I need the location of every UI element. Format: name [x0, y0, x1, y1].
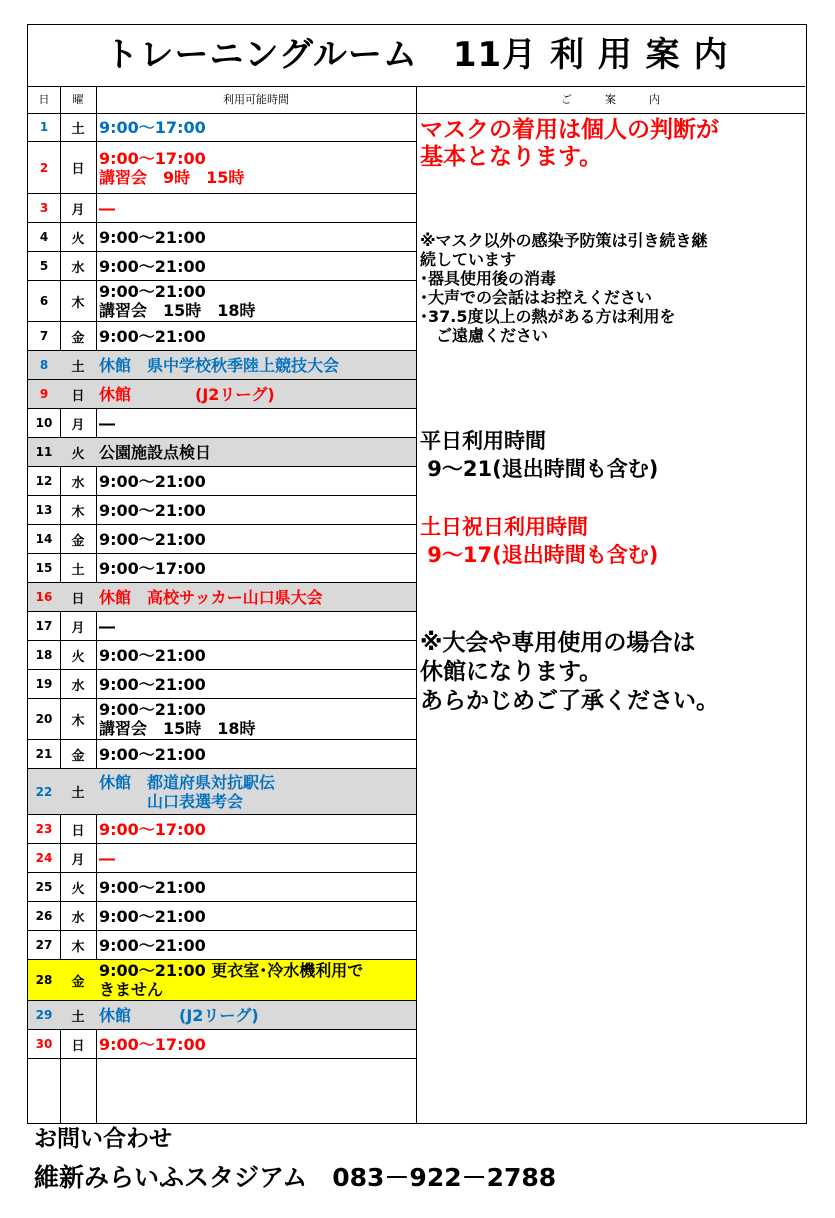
weekday: 火 [71, 649, 85, 665]
table-row [28, 252, 416, 281]
table-row [28, 438, 416, 467]
table-row [28, 583, 416, 612]
divider [416, 86, 417, 1123]
weekday: 水 [71, 910, 85, 926]
table-row [28, 194, 416, 223]
day-number: 9 [39, 387, 49, 401]
day-number: 11 [35, 445, 53, 459]
available-hours: 9:00～21:00 [99, 500, 206, 520]
day-number: 4 [39, 230, 49, 244]
table-row [28, 670, 416, 699]
day-number: 18 [35, 648, 53, 662]
weekday: 木 [71, 295, 85, 311]
weekday: 月 [71, 852, 85, 868]
weekday: 土 [71, 786, 85, 801]
day-number: 10 [35, 416, 53, 430]
available-hours: ― [99, 198, 115, 218]
weekday: 日 [71, 591, 85, 607]
available-hours: 9:00～17:00 [99, 558, 206, 578]
day-number: 27 [35, 938, 53, 952]
day-number: 28 [35, 973, 53, 987]
available-hours: 9:00～21:00 [99, 326, 206, 346]
table-row [28, 1030, 416, 1059]
day-number: 16 [35, 590, 53, 604]
available-hours: 9:00～21:00 [99, 256, 206, 276]
available-hours: 休館 高校サッカー山口県大会 [99, 587, 323, 607]
contact-info: 維新みらいふスタジアム 083－922－2788 [34, 1163, 557, 1192]
footer [34, 1124, 556, 1196]
available-hours: 9:00～17:00 [99, 1034, 206, 1054]
table-row [28, 699, 416, 740]
day-number: 6 [39, 294, 49, 308]
weekday: 金 [71, 748, 85, 764]
weekday: 水 [71, 678, 85, 694]
day-number: 13 [35, 503, 53, 517]
table-row [28, 525, 416, 554]
table-row [28, 142, 416, 194]
header-available: 利用可能時間 [223, 93, 289, 106]
table-row [28, 931, 416, 960]
day-number: 8 [39, 358, 49, 372]
day-number: 20 [35, 712, 53, 726]
table-row [28, 740, 416, 769]
day-number: 24 [35, 851, 53, 865]
weekday: 火 [71, 446, 85, 462]
weekday: 日 [71, 823, 85, 839]
day-number: 25 [35, 880, 53, 894]
day-number: 7 [39, 329, 49, 343]
weekday: 金 [71, 330, 85, 346]
day-number: 15 [35, 561, 53, 575]
weekday: 木 [71, 939, 85, 955]
table-row [28, 815, 416, 844]
weekday: 木 [71, 713, 85, 729]
weekday: 日 [71, 388, 85, 404]
closure-notice: ※大会や専用使用の場合は 休館になります。 あらかじめご了承ください。 [420, 630, 719, 714]
table-row [28, 351, 416, 380]
available-hours: 9:00～21:00 講習会 15時 18時 [99, 700, 256, 738]
table-row [28, 769, 416, 815]
day-number: 2 [39, 160, 49, 175]
table-row [28, 612, 416, 641]
prevention-notice: ※マスク以外の感染予防策は引き続き継 続しています ･器具使用後の消毒 ･大声での会話はお控えください ･37.5度以上の熱がある方は利用を ご遠慮ください [420, 231, 708, 345]
table-row [28, 960, 416, 1001]
contact-label: お問い合わせ [34, 1126, 172, 1152]
day-number: 29 [35, 1008, 53, 1022]
day-number: 14 [35, 532, 53, 546]
available-hours: 9:00～21:00 更衣室･冷水機利用で きません [99, 961, 364, 999]
available-hours: 9:00～17:00 講習会 9時 15時 [99, 148, 245, 187]
available-hours: 9:00～21:00 [99, 227, 206, 247]
day-number: 17 [35, 619, 53, 633]
table-row [28, 281, 416, 322]
available-hours: ― [99, 616, 115, 636]
available-hours: 9:00～21:00 [99, 471, 206, 491]
day-number: 1 [39, 120, 49, 134]
available-hours: 休館 (J2リーグ) [99, 384, 275, 404]
day-number: 5 [39, 259, 49, 273]
available-hours: 9:00～21:00 [99, 935, 206, 955]
day-number: 23 [35, 822, 53, 836]
weekday: 水 [71, 260, 85, 276]
mask-notice: マスクの着用は個人の判断が 基本となります。 [420, 117, 719, 170]
table-row [28, 409, 416, 438]
weekday: 月 [71, 202, 85, 218]
table-row [28, 113, 416, 142]
header-day: 日 [38, 93, 50, 106]
table-row [28, 873, 416, 902]
weekday: 土 [71, 359, 85, 375]
day-number: 12 [35, 474, 53, 488]
day-number: 3 [39, 201, 49, 215]
available-hours: 9:00～21:00 [99, 877, 206, 897]
table-row [28, 223, 416, 252]
available-hours: ― [99, 848, 115, 868]
table-row [28, 844, 416, 873]
weekday: 月 [71, 417, 85, 433]
table-row [28, 322, 416, 351]
available-hours: 休館 県中学校秋季陸上競技大会 [99, 355, 340, 375]
available-hours: 休館 (J2リーグ) [99, 1005, 259, 1025]
available-hours: 9:00～21:00 [99, 674, 206, 694]
weekday: 水 [71, 475, 85, 491]
day-number: 30 [35, 1037, 53, 1051]
table-row [28, 496, 416, 525]
header-weekday: 曜 [72, 93, 84, 106]
available-hours: 9:00～17:00 [99, 117, 206, 137]
available-hours: 9:00～21:00 講習会 15時 18時 [99, 282, 256, 320]
day-number: 26 [35, 909, 53, 923]
weekday: 木 [71, 504, 85, 520]
available-hours: 9:00～21:00 [99, 906, 206, 926]
available-hours: 9:00～21:00 [99, 645, 206, 665]
available-hours: 9:00～17:00 [99, 819, 206, 839]
header-info: ご 案 内 [561, 93, 660, 106]
weekday-hours: 平日利用時間 9～21(退出時間も含む) [420, 429, 659, 481]
weekday: 日 [71, 1038, 85, 1054]
available-hours: ― [99, 413, 115, 433]
available-hours: 9:00～21:00 [99, 744, 206, 764]
weekday: 火 [71, 231, 85, 247]
table-row [28, 641, 416, 670]
weekday: 日 [71, 162, 85, 177]
table-row [28, 467, 416, 496]
page-title: トレーニングルーム 11月 利 用 案 内 [28, 25, 805, 87]
weekend-hours: 土日祝日利用時間 9～17(退出時間も含む) [420, 515, 659, 567]
available-hours: 休館 都道府県対抗駅伝 山口表選考会 [99, 772, 276, 811]
day-number: 22 [35, 784, 53, 799]
weekday: 金 [71, 533, 85, 549]
weekday: 土 [71, 1009, 85, 1025]
day-number: 19 [35, 677, 53, 691]
available-hours: 9:00～21:00 [99, 529, 206, 549]
schedule-sheet [27, 24, 807, 1124]
table-row [28, 380, 416, 409]
weekday: 金 [71, 974, 85, 990]
weekday: 月 [71, 620, 85, 636]
table-row [28, 554, 416, 583]
weekday: 土 [71, 121, 85, 137]
weekday: 土 [71, 562, 85, 578]
weekday: 火 [71, 881, 85, 897]
table-row [28, 1001, 416, 1030]
table-row [28, 902, 416, 931]
available-hours: 公園施設点検日 [99, 442, 212, 462]
day-number: 21 [35, 747, 53, 761]
